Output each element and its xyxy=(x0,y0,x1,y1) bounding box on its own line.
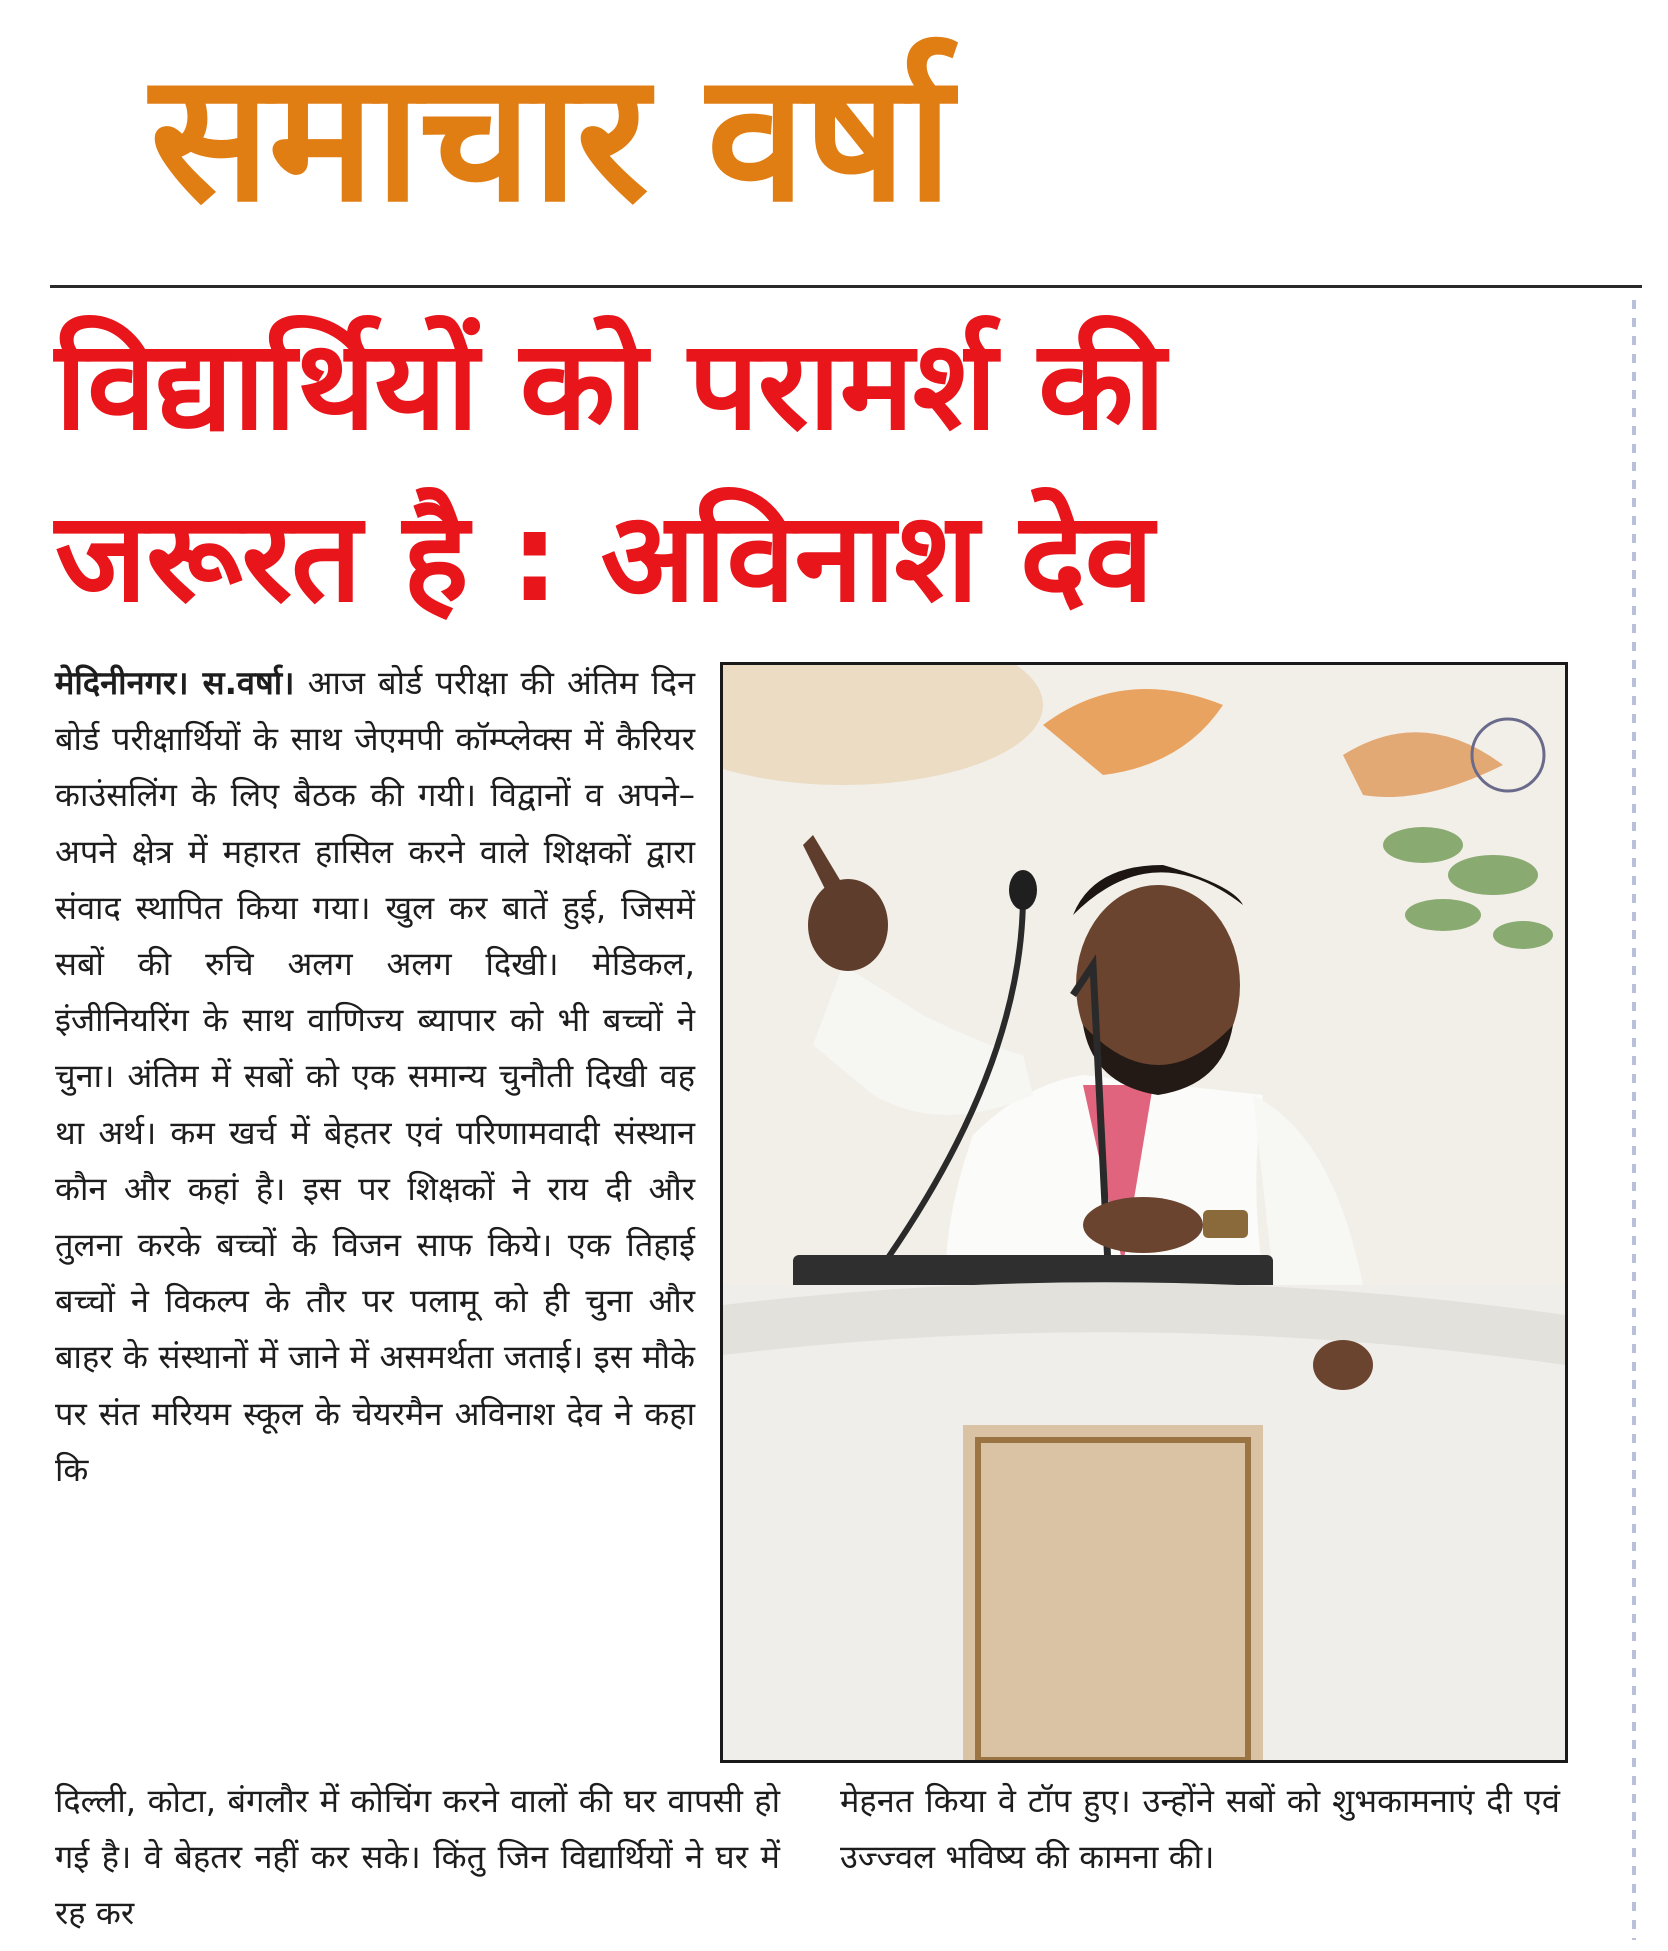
page-edge-dotted-border xyxy=(1632,300,1636,1940)
article-body-column-1 xyxy=(55,655,695,1770)
headline-line-1: विद्यार्थियों को परामर्श की xyxy=(55,314,1165,458)
speaker-photo xyxy=(720,662,1568,1763)
article-headline xyxy=(55,300,1615,644)
headline-line-2: जरूरत है : अविनाश देव xyxy=(55,486,1153,630)
article-body-column-2: मेहनत किया वे टॉप हुए। उन्होंने सबों को शुभकामनाएं दी एवं उज्ज्वल भविष्य की कामना की। xyxy=(840,1782,1560,1877)
article-dateline: मेदिनीनगर। स.वर्षा। xyxy=(55,664,295,702)
article-body-column-1-tail: दिल्ली, कोटा, बंगलौर में कोचिंग करने वालों की घर वापसी हो गई है। वे बेहतर नहीं कर सके। किंतु जिन विद्यार्थियों ने घर में रह कर xyxy=(55,1782,780,1933)
newspaper-masthead: समाचार वर्षा xyxy=(150,34,951,241)
masthead-rule xyxy=(50,285,1642,288)
article-body-text: आज बोर्ड परीक्षा की अंतिम दिन बोर्ड परीक्षार्थियों के साथ जेएमपी कॉम्प्लेक्स में कैरियर काउंसलिंग के लिए बैठक की गयी। विद्वानों व अपने–अपने क्षेत्र में महारत हासिल करने वाले शिक्षकों द्वारा संवाद स्थापित किया गया। खुल कर बातें हुई, जिसमें सबों की रुचि अलग अलग दिखी। मेडिकल, इंजीनियरिंग के साथ वाणिज्य ब्यापार को भी बच्चों ने चुना। अंतिम में सबों को एक समान्य चुनौती दिखी वह था अर्थ। कम खर्च में बेहतर एवं परिणामवादी संस्थान कौन और कहां है। इस पर शिक्षकों ने राय दी और तुलना करके बच्चों के विजन साफ किये। एक तिहाई बच्चों ने विकल्प के तौर पर पलामू को ही चुना और बाहर के संस्थानों में जाने में असमर्थता जताई। इस मौके पर संत मरियम स्कूल के चेयरमैन अविनाश देव ने कहा कि xyxy=(55,664,695,1489)
